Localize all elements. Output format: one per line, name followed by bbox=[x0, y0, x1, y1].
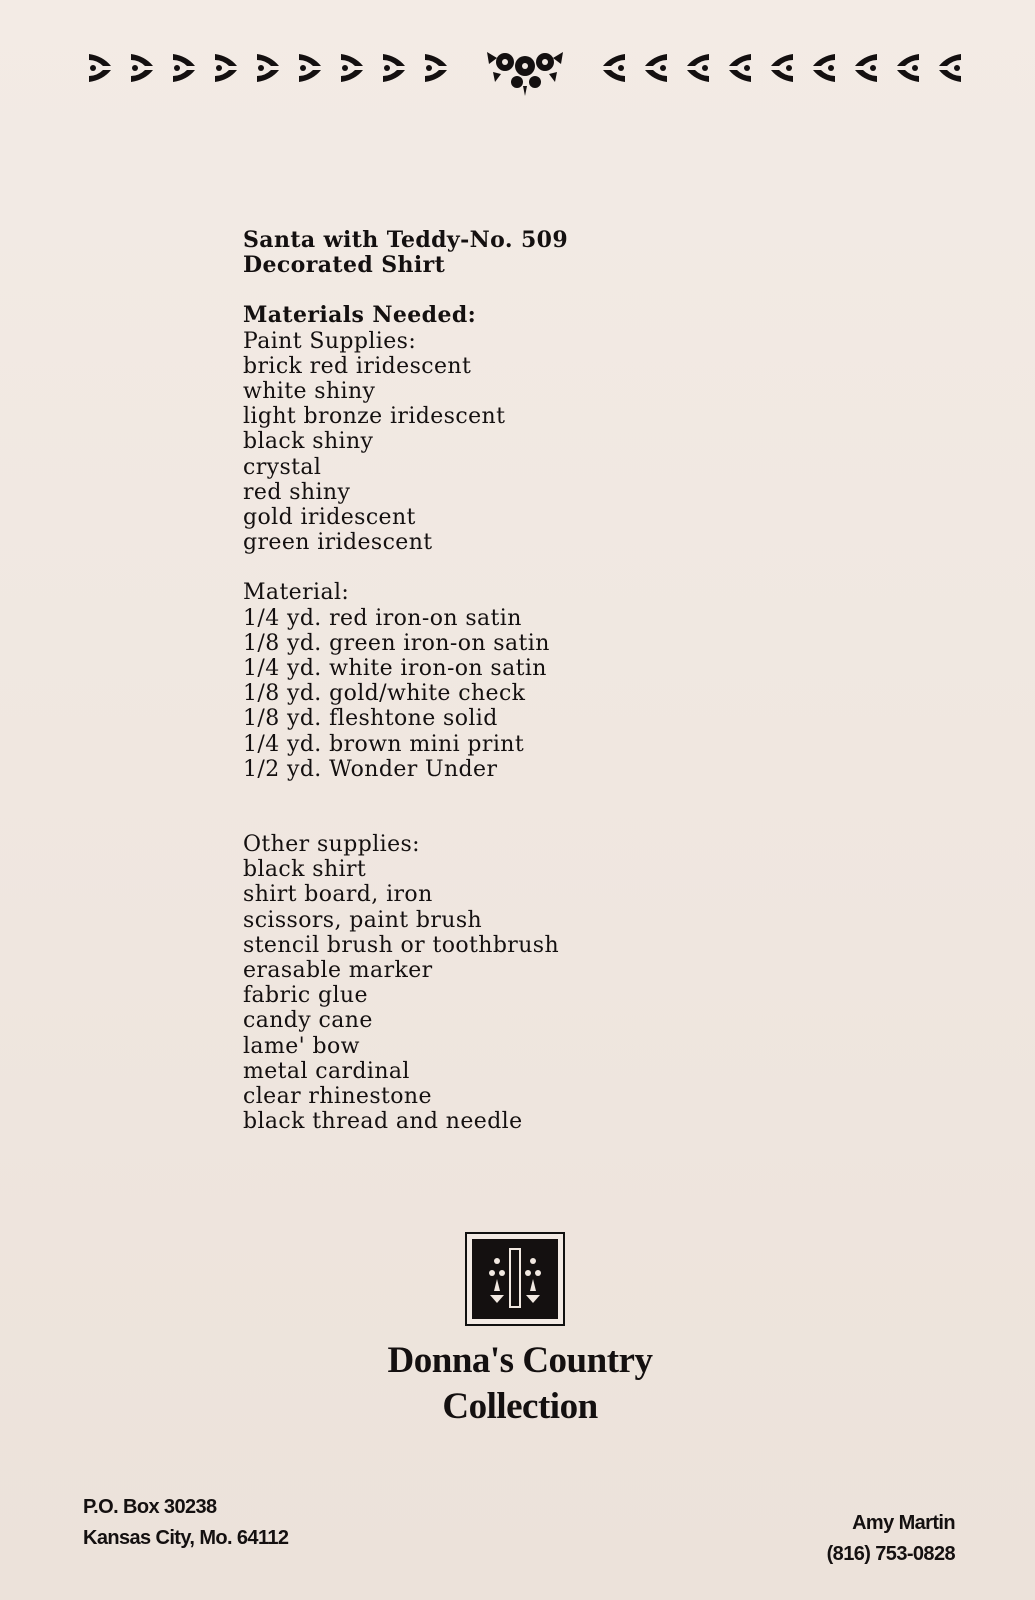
other-supply-item: shirt board, iron bbox=[243, 882, 433, 908]
other-supply-item: stencil brush or toothbrush bbox=[243, 932, 560, 958]
material-item: 1/4 yd. brown mini print bbox=[243, 731, 525, 757]
material-item: 1/8 yd. gold/white check bbox=[243, 681, 526, 707]
other-supply-item: clear rhinestone bbox=[243, 1084, 432, 1110]
paint-supply-item: black shiny bbox=[243, 429, 374, 455]
material-item: 1/2 yd. Wonder Under bbox=[243, 756, 498, 782]
materials-needed-heading: Materials Needed: bbox=[243, 302, 477, 329]
material-label: Material: bbox=[243, 580, 350, 606]
paint-supply-item: green iridescent bbox=[243, 530, 433, 556]
paint-supply-item: white shiny bbox=[243, 379, 376, 405]
material-item: 1/4 yd. white iron-on satin bbox=[243, 656, 547, 682]
material-item: 1/4 yd. red iron-on satin bbox=[243, 605, 522, 631]
paint-supply-item: crystal bbox=[243, 454, 322, 480]
other-supply-item: black thread and needle bbox=[243, 1109, 523, 1135]
address-line1: P.O. Box 30238 bbox=[83, 1496, 217, 1518]
other-supply-item: metal cardinal bbox=[243, 1058, 410, 1084]
instructions-body bbox=[243, 228, 803, 1135]
contact-info bbox=[827, 1508, 955, 1570]
material-item: 1/8 yd. green iron-on satin bbox=[243, 630, 550, 656]
other-supply-item: candy cane bbox=[243, 1008, 373, 1034]
contact-phone: (816) 753-0828 bbox=[826, 1543, 955, 1565]
paint-supply-item: gold iridescent bbox=[243, 505, 416, 531]
paint-supply-item: light bronze iridescent bbox=[243, 404, 506, 430]
material-item: 1/8 yd. fleshtone solid bbox=[243, 706, 498, 732]
mailing-address bbox=[83, 1492, 288, 1554]
address-line2: Kansas City, Mo. 64112 bbox=[83, 1527, 289, 1549]
paint-supply-item: brick red iridescent bbox=[243, 353, 472, 379]
brand-logo bbox=[465, 1232, 565, 1326]
pattern-title: Santa with Teddy-No. 509 bbox=[243, 227, 569, 253]
pattern-subtitle: Decorated Shirt bbox=[243, 252, 446, 279]
other-supply-item: erasable marker bbox=[243, 958, 433, 984]
other-supply-item: fabric glue bbox=[243, 983, 368, 1009]
stenciled-heart-border-icon bbox=[85, 38, 965, 98]
other-supply-item: lame' bow bbox=[243, 1033, 360, 1059]
brand-name-line1: Donna's Country bbox=[387, 1340, 653, 1381]
other-supply-item: black shirt bbox=[243, 857, 367, 883]
stencil-emblem-icon bbox=[472, 1239, 558, 1319]
brand-name-line2: Collection bbox=[442, 1386, 598, 1427]
paint-supplies-label: Paint Supplies: bbox=[243, 328, 417, 354]
paint-supply-item: red shiny bbox=[243, 479, 351, 505]
contact-name: Amy Martin bbox=[852, 1512, 955, 1534]
other-supplies-label: Other supplies: bbox=[243, 832, 420, 858]
other-supply-item: scissors, paint brush bbox=[243, 907, 483, 933]
brand-name bbox=[300, 1338, 740, 1430]
